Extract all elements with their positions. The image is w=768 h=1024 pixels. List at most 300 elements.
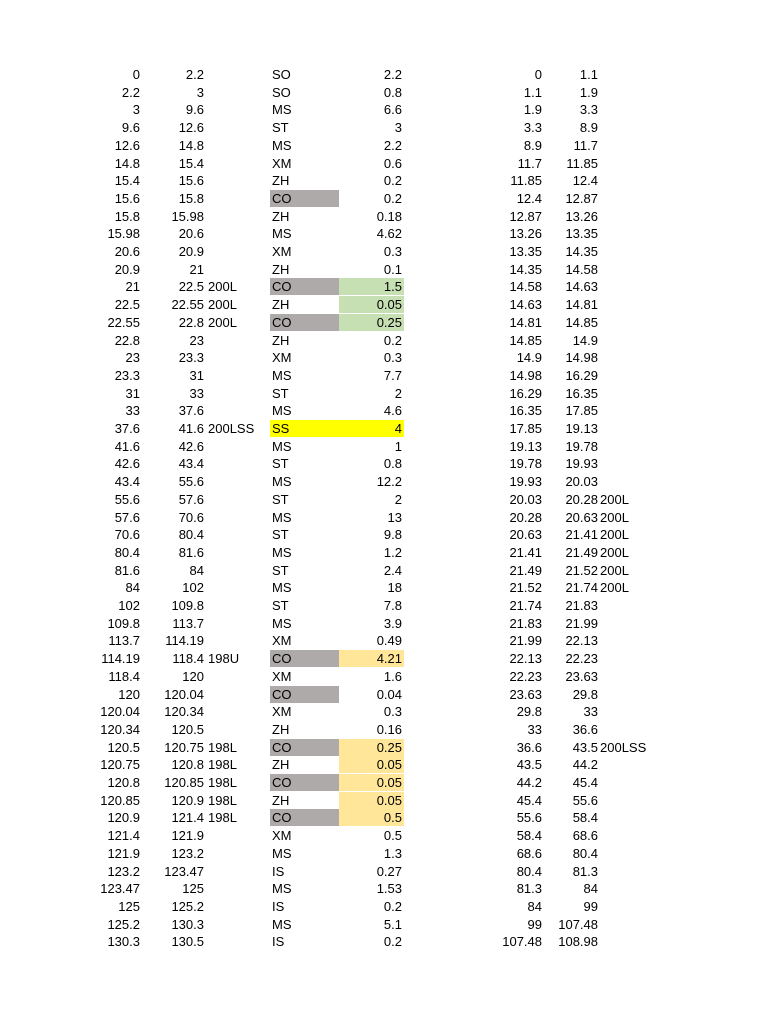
cell-from-2[interactable]: 20.28 xyxy=(509,509,542,525)
cell-to-2[interactable]: 19.93 xyxy=(565,456,598,472)
cell-code[interactable] xyxy=(208,721,268,738)
cell-to[interactable]: 113.7 xyxy=(172,615,204,631)
cell-to-2[interactable]: 58.4 xyxy=(572,810,598,826)
cell-code-2[interactable] xyxy=(600,845,660,862)
cell-type[interactable]: XM xyxy=(272,668,292,684)
cell-code-2[interactable] xyxy=(600,721,660,738)
cell-code[interactable] xyxy=(208,473,268,490)
cell-thickness[interactable]: 0.2 xyxy=(383,898,402,914)
cell-code[interactable] xyxy=(208,703,268,720)
cell-from[interactable]: 120.85 xyxy=(100,792,140,808)
cell-code[interactable] xyxy=(208,579,268,596)
cell-thickness[interactable]: 6.6 xyxy=(383,102,402,118)
cell-to-2[interactable]: 19.13 xyxy=(565,421,598,436)
cell-thickness[interactable]: 18 xyxy=(387,580,402,596)
cell-type[interactable]: ST xyxy=(272,385,289,401)
cell-code[interactable] xyxy=(208,509,268,526)
cell-thickness[interactable]: 4.21 xyxy=(339,650,404,667)
cell-from[interactable]: 120.9 xyxy=(107,810,140,826)
cell-thickness[interactable]: 0.5 xyxy=(339,809,404,826)
cell-to-2[interactable]: 1.9 xyxy=(579,84,598,100)
cell-from-2[interactable]: 11.7 xyxy=(517,155,542,171)
cell-from[interactable]: 31 xyxy=(125,385,140,401)
cell-thickness[interactable]: 0.3 xyxy=(383,244,402,259)
cell-type[interactable]: MS xyxy=(272,137,292,153)
cell-code[interactable] xyxy=(208,597,268,614)
cell-from[interactable]: 118.4 xyxy=(108,668,140,684)
cell-to-2[interactable]: 14.81 xyxy=(565,297,598,313)
cell-from[interactable]: 125 xyxy=(118,898,140,914)
cell-thickness[interactable]: 0.27 xyxy=(376,863,402,879)
cell-code[interactable] xyxy=(208,137,268,154)
cell-to-2[interactable]: 8.9 xyxy=(579,120,598,136)
cell-thickness[interactable]: 3.9 xyxy=(383,615,402,631)
cell-to[interactable]: 120.8 xyxy=(171,757,204,773)
cell-to-2[interactable]: 20.28 xyxy=(565,491,598,507)
cell-to[interactable]: 109.8 xyxy=(171,598,204,613)
cell-code[interactable] xyxy=(208,562,268,579)
cell-code-2[interactable]: 200L xyxy=(600,509,629,525)
cell-from[interactable]: 120.34 xyxy=(100,721,140,737)
cell-to[interactable]: 43.4 xyxy=(178,456,204,472)
cell-to-2[interactable]: 3.3 xyxy=(579,102,598,118)
cell-code-2[interactable]: 200LSS xyxy=(600,739,647,755)
cell-from-2[interactable]: 84 xyxy=(527,898,542,914)
cell-from-2[interactable]: 81.3 xyxy=(516,881,542,897)
cell-thickness[interactable]: 7.8 xyxy=(383,598,402,613)
cell-from-2[interactable]: 21.41 xyxy=(509,544,542,560)
cell-to-2[interactable]: 21.74 xyxy=(565,580,598,596)
cell-type[interactable]: CO xyxy=(270,739,339,756)
cell-from[interactable]: 81.6 xyxy=(114,562,140,578)
cell-type[interactable]: MS xyxy=(272,845,292,861)
cell-thickness[interactable]: 5.1 xyxy=(383,916,402,932)
cell-to[interactable]: 15.98 xyxy=(171,208,204,224)
cell-to-2[interactable]: 21.99 xyxy=(565,615,598,631)
cell-thickness[interactable]: 1.3 xyxy=(383,845,402,861)
cell-type[interactable]: MS xyxy=(272,226,292,242)
cell-to-2[interactable]: 43.5 xyxy=(572,739,598,755)
cell-from-2[interactable]: 21.74 xyxy=(509,598,542,613)
cell-type[interactable]: MS xyxy=(272,509,292,525)
cell-thickness[interactable]: 2.2 xyxy=(383,137,402,153)
cell-to-2[interactable]: 14.98 xyxy=(565,350,598,366)
cell-code-2[interactable] xyxy=(600,774,660,791)
cell-code[interactable] xyxy=(208,544,268,561)
cell-code[interactable] xyxy=(208,686,268,703)
cell-type[interactable]: CO xyxy=(270,278,339,295)
cell-to-2[interactable]: 11.85 xyxy=(566,155,598,171)
cell-to[interactable]: 22.8 xyxy=(178,314,204,330)
cell-type[interactable]: SS xyxy=(270,420,339,437)
cell-type[interactable]: MS xyxy=(272,438,292,454)
cell-thickness[interactable]: 4.6 xyxy=(383,403,402,419)
cell-from-2[interactable]: 8.9 xyxy=(523,137,542,153)
cell-from[interactable]: 21 xyxy=(125,279,140,295)
cell-code-2[interactable] xyxy=(600,66,660,83)
cell-from-2[interactable]: 43.5 xyxy=(516,757,542,773)
cell-from[interactable]: 37.6 xyxy=(114,421,140,436)
cell-from-2[interactable]: 44.2 xyxy=(516,775,542,790)
cell-from-2[interactable]: 68.6 xyxy=(516,845,542,861)
cell-type[interactable]: MS xyxy=(272,474,292,490)
cell-code[interactable] xyxy=(208,916,268,933)
cell-code[interactable] xyxy=(208,208,268,225)
cell-to-2[interactable]: 44.2 xyxy=(572,757,598,773)
cell-to[interactable]: 125.2 xyxy=(171,898,204,914)
cell-from-2[interactable]: 12.4 xyxy=(516,190,542,206)
cell-code[interactable] xyxy=(208,933,268,950)
cell-thickness[interactable]: 0.5 xyxy=(383,828,402,844)
cell-to-2[interactable]: 68.6 xyxy=(572,828,598,844)
cell-from-2[interactable]: 14.58 xyxy=(509,279,542,295)
cell-thickness[interactable]: 2.2 xyxy=(383,67,402,82)
cell-type[interactable]: XM xyxy=(272,155,292,171)
cell-type[interactable]: MS xyxy=(272,403,292,419)
cell-code[interactable] xyxy=(208,225,268,242)
cell-thickness[interactable]: 0.2 xyxy=(383,934,402,950)
cell-from-2[interactable]: 20.63 xyxy=(509,527,542,543)
cell-to[interactable]: 23 xyxy=(189,332,204,348)
cell-thickness[interactable]: 4.62 xyxy=(376,226,402,242)
cell-code[interactable] xyxy=(208,526,268,543)
cell-from[interactable]: 121.4 xyxy=(107,828,140,844)
cell-to-2[interactable]: 16.29 xyxy=(565,367,598,383)
cell-from-2[interactable]: 80.4 xyxy=(516,863,542,879)
cell-code-2[interactable] xyxy=(600,880,660,897)
cell-from[interactable]: 130.3 xyxy=(107,934,140,950)
cell-code-2[interactable] xyxy=(600,686,660,703)
cell-code-2[interactable] xyxy=(600,101,660,118)
cell-to[interactable]: 118.4 xyxy=(172,651,204,667)
cell-from[interactable]: 123.47 xyxy=(100,881,140,897)
cell-code[interactable] xyxy=(208,84,268,101)
cell-code[interactable] xyxy=(208,455,268,472)
cell-from[interactable]: 23 xyxy=(125,350,140,366)
cell-thickness[interactable]: 7.7 xyxy=(383,367,402,383)
cell-to-2[interactable]: 17.85 xyxy=(565,403,598,419)
cell-to-2[interactable]: 14.63 xyxy=(565,279,598,295)
cell-to[interactable]: 120 xyxy=(182,668,204,684)
cell-thickness[interactable]: 0.6 xyxy=(383,155,402,171)
cell-thickness[interactable]: 3 xyxy=(394,120,402,136)
cell-from-2[interactable]: 21.99 xyxy=(509,633,542,649)
cell-to[interactable]: 123.47 xyxy=(164,863,204,879)
cell-from[interactable]: 120.8 xyxy=(107,775,140,790)
cell-code-2[interactable] xyxy=(600,225,660,242)
cell-from-2[interactable]: 107.48 xyxy=(502,934,542,950)
cell-from[interactable]: 2.2 xyxy=(121,84,140,100)
cell-from-2[interactable]: 12.87 xyxy=(509,208,542,224)
cell-to[interactable]: 33 xyxy=(189,385,204,401)
cell-code[interactable] xyxy=(208,880,268,897)
cell-to[interactable]: 23.3 xyxy=(178,350,204,366)
cell-code[interactable] xyxy=(208,155,268,172)
cell-code[interactable]: 198L xyxy=(208,810,237,826)
cell-thickness[interactable]: 0.49 xyxy=(376,633,402,649)
cell-code-2[interactable] xyxy=(600,668,660,685)
cell-from-2[interactable]: 36.6 xyxy=(516,739,542,755)
cell-code[interactable]: 198L xyxy=(208,757,237,773)
cell-type[interactable]: ZH xyxy=(272,297,290,313)
cell-to[interactable]: 15.4 xyxy=(178,155,204,171)
cell-code[interactable] xyxy=(208,101,268,118)
cell-thickness[interactable]: 0.18 xyxy=(376,208,402,224)
cell-code[interactable] xyxy=(208,332,268,349)
cell-to[interactable]: 55.6 xyxy=(178,474,204,490)
cell-thickness[interactable]: 2.4 xyxy=(383,562,402,578)
cell-code[interactable] xyxy=(208,438,268,455)
cell-to-2[interactable]: 22.13 xyxy=(565,633,598,649)
cell-from-2[interactable]: 3.3 xyxy=(523,120,542,136)
cell-from[interactable]: 23.3 xyxy=(114,367,140,383)
cell-from[interactable]: 0 xyxy=(132,67,140,82)
cell-to[interactable]: 123.2 xyxy=(171,845,204,861)
cell-from[interactable]: 43.4 xyxy=(114,474,140,490)
cell-type[interactable]: MS xyxy=(272,916,292,932)
cell-type[interactable]: ZH xyxy=(272,332,290,348)
cell-code-2[interactable] xyxy=(600,349,660,366)
cell-from[interactable]: 114.19 xyxy=(101,651,140,667)
cell-code-2[interactable] xyxy=(600,632,660,649)
cell-from-2[interactable]: 16.35 xyxy=(509,403,542,419)
cell-code[interactable]: 200L xyxy=(208,297,237,313)
cell-from[interactable]: 15.98 xyxy=(107,226,140,242)
cell-type[interactable]: MS xyxy=(272,367,292,383)
cell-type[interactable]: CO xyxy=(270,774,339,791)
cell-to-2[interactable]: 1.1 xyxy=(579,67,598,82)
cell-type[interactable]: MS xyxy=(272,580,292,596)
cell-code[interactable] xyxy=(208,827,268,844)
cell-code[interactable]: 198L xyxy=(208,739,237,755)
cell-to-2[interactable]: 107.48 xyxy=(558,916,598,932)
cell-to[interactable]: 57.6 xyxy=(178,491,204,507)
cell-thickness[interactable]: 0.05 xyxy=(339,756,404,773)
cell-to[interactable]: 22.55 xyxy=(171,297,204,313)
cell-to-2[interactable]: 21.52 xyxy=(565,562,598,578)
cell-from-2[interactable]: 0 xyxy=(534,67,542,82)
cell-code-2[interactable] xyxy=(600,898,660,915)
cell-thickness[interactable]: 0.25 xyxy=(339,739,404,756)
cell-type[interactable]: MS xyxy=(272,544,292,560)
cell-to[interactable]: 22.5 xyxy=(178,279,204,295)
cell-thickness[interactable]: 0.3 xyxy=(383,704,402,720)
cell-from-2[interactable]: 14.81 xyxy=(509,314,542,330)
cell-from[interactable]: 20.6 xyxy=(114,244,140,259)
cell-code[interactable] xyxy=(208,385,268,402)
cell-code[interactable] xyxy=(208,367,268,384)
cell-code-2[interactable]: 200L xyxy=(600,580,629,596)
cell-from-2[interactable]: 22.23 xyxy=(509,668,542,684)
cell-from[interactable]: 22.55 xyxy=(107,314,140,330)
cell-thickness[interactable]: 0.8 xyxy=(383,456,402,472)
cell-type[interactable]: CO xyxy=(270,314,339,331)
cell-code-2[interactable] xyxy=(600,650,660,667)
cell-to-2[interactable]: 99 xyxy=(583,898,598,914)
cell-thickness[interactable]: 0.25 xyxy=(339,314,404,331)
cell-from[interactable]: 109.8 xyxy=(107,615,140,631)
cell-from-2[interactable]: 20.03 xyxy=(509,491,542,507)
cell-code-2[interactable] xyxy=(600,827,660,844)
cell-thickness[interactable]: 12.2 xyxy=(376,474,402,490)
cell-thickness[interactable]: 4 xyxy=(339,420,404,437)
cell-from-2[interactable]: 14.85 xyxy=(509,332,542,348)
cell-type[interactable]: MS xyxy=(272,102,292,118)
cell-from-2[interactable]: 22.13 xyxy=(509,651,542,667)
cell-to-2[interactable]: 16.35 xyxy=(565,385,598,401)
cell-from[interactable]: 120 xyxy=(118,686,140,702)
cell-thickness[interactable]: 0.2 xyxy=(383,332,402,348)
cell-code[interactable] xyxy=(208,66,268,83)
cell-from[interactable]: 102 xyxy=(118,598,140,613)
cell-code[interactable] xyxy=(208,615,268,632)
cell-code-2[interactable] xyxy=(600,933,660,950)
cell-from[interactable]: 15.4 xyxy=(114,173,140,189)
cell-type[interactable]: CO xyxy=(270,190,339,207)
cell-from[interactable]: 113.7 xyxy=(108,633,140,649)
cell-from[interactable]: 9.6 xyxy=(121,120,140,136)
cell-from-2[interactable]: 14.9 xyxy=(516,350,542,366)
cell-code-2[interactable] xyxy=(600,402,660,419)
cell-to[interactable]: 9.6 xyxy=(185,102,204,118)
cell-thickness[interactable]: 1.6 xyxy=(383,668,402,684)
cell-to[interactable]: 3 xyxy=(196,84,204,100)
cell-type[interactable]: ST xyxy=(272,456,289,472)
cell-to[interactable]: 81.6 xyxy=(178,544,204,560)
cell-from-2[interactable]: 29.8 xyxy=(516,704,542,720)
cell-to[interactable]: 80.4 xyxy=(178,527,204,543)
cell-to[interactable]: 120.04 xyxy=(164,686,204,702)
cell-from-2[interactable]: 11.85 xyxy=(510,173,542,189)
cell-type[interactable]: CO xyxy=(270,650,339,667)
cell-code-2[interactable] xyxy=(600,84,660,101)
cell-from[interactable]: 123.2 xyxy=(107,863,140,879)
cell-to-2[interactable]: 81.3 xyxy=(572,863,598,879)
cell-from[interactable]: 33 xyxy=(125,403,140,419)
cell-from[interactable]: 15.8 xyxy=(114,208,140,224)
cell-thickness[interactable]: 2 xyxy=(394,385,402,401)
cell-code[interactable] xyxy=(208,243,268,260)
cell-thickness[interactable]: 2 xyxy=(394,491,402,507)
cell-to[interactable]: 120.34 xyxy=(164,704,204,720)
cell-from[interactable]: 22.8 xyxy=(114,332,140,348)
cell-to[interactable]: 120.5 xyxy=(171,721,204,737)
cell-code[interactable] xyxy=(208,349,268,366)
cell-thickness[interactable]: 0.2 xyxy=(383,190,402,206)
cell-to-2[interactable]: 36.6 xyxy=(572,721,598,737)
cell-to[interactable]: 31 xyxy=(189,367,204,383)
cell-type[interactable]: ZH xyxy=(272,261,290,277)
cell-to[interactable]: 84 xyxy=(189,562,204,578)
cell-to-2[interactable]: 55.6 xyxy=(572,792,598,808)
cell-from-2[interactable]: 45.4 xyxy=(516,792,542,808)
cell-from[interactable]: 57.6 xyxy=(114,509,140,525)
cell-from-2[interactable]: 21.52 xyxy=(509,580,542,596)
cell-to[interactable]: 37.6 xyxy=(178,403,204,419)
cell-type[interactable]: XM xyxy=(272,350,292,366)
cell-from[interactable]: 20.9 xyxy=(114,261,140,277)
cell-to-2[interactable]: 19.78 xyxy=(565,438,598,454)
cell-to[interactable]: 15.8 xyxy=(178,190,204,206)
cell-code[interactable] xyxy=(208,190,268,207)
cell-from[interactable]: 121.9 xyxy=(107,845,140,861)
cell-from[interactable]: 120.04 xyxy=(100,704,140,720)
cell-type[interactable]: ZH xyxy=(272,208,290,224)
cell-type[interactable]: ST xyxy=(272,598,289,613)
cell-thickness[interactable]: 0.1 xyxy=(383,261,402,277)
cell-from-2[interactable]: 19.13 xyxy=(509,438,542,454)
cell-to-2[interactable]: 21.49 xyxy=(565,544,598,560)
cell-type[interactable]: MS xyxy=(272,881,292,897)
cell-type[interactable]: ST xyxy=(272,527,289,543)
cell-to[interactable]: 20.9 xyxy=(178,244,204,259)
cell-code-2[interactable] xyxy=(600,420,660,437)
cell-code-2[interactable] xyxy=(600,296,660,313)
cell-to-2[interactable]: 13.35 xyxy=(565,226,598,242)
cell-from-2[interactable]: 17.85 xyxy=(509,421,542,436)
cell-code[interactable]: 198U xyxy=(208,651,240,667)
cell-thickness[interactable]: 0.05 xyxy=(339,774,404,791)
cell-type[interactable]: ZH xyxy=(272,757,290,773)
cell-from-2[interactable]: 16.29 xyxy=(509,385,542,401)
cell-to[interactable]: 2.2 xyxy=(185,67,204,82)
cell-from-2[interactable]: 19.93 xyxy=(509,474,542,490)
cell-thickness[interactable]: 0.2 xyxy=(383,173,402,189)
cell-from[interactable]: 125.2 xyxy=(107,916,140,932)
cell-to-2[interactable]: 80.4 xyxy=(572,845,598,861)
cell-to[interactable]: 120.85 xyxy=(164,775,204,790)
cell-to-2[interactable]: 22.23 xyxy=(565,651,598,667)
cell-from-2[interactable]: 14.35 xyxy=(509,261,542,277)
cell-code-2[interactable] xyxy=(600,314,660,331)
cell-to-2[interactable]: 20.63 xyxy=(565,509,598,525)
cell-from-2[interactable]: 1.1 xyxy=(523,84,542,100)
cell-code[interactable] xyxy=(208,845,268,862)
cell-from[interactable]: 3 xyxy=(132,102,140,118)
cell-code-2[interactable] xyxy=(600,597,660,614)
cell-code[interactable]: 200LSS xyxy=(208,421,255,436)
cell-to[interactable]: 130.5 xyxy=(171,934,204,950)
cell-to-2[interactable]: 13.26 xyxy=(565,208,598,224)
cell-code-2[interactable] xyxy=(600,278,660,295)
cell-thickness[interactable]: 0.05 xyxy=(339,792,404,809)
cell-from-2[interactable]: 23.63 xyxy=(509,686,542,702)
cell-code-2[interactable] xyxy=(600,863,660,880)
cell-from[interactable]: 42.6 xyxy=(114,456,140,472)
cell-type[interactable]: XM xyxy=(272,828,292,844)
cell-to[interactable]: 102 xyxy=(182,580,204,596)
cell-type[interactable]: ZH xyxy=(272,173,290,189)
cell-from-2[interactable]: 33 xyxy=(527,721,542,737)
cell-code-2[interactable] xyxy=(600,367,660,384)
cell-from[interactable]: 120.75 xyxy=(100,757,140,773)
cell-code-2[interactable] xyxy=(600,756,660,773)
cell-code-2[interactable] xyxy=(600,137,660,154)
cell-from[interactable]: 12.6 xyxy=(114,137,140,153)
cell-to-2[interactable]: 29.8 xyxy=(572,686,598,702)
cell-to-2[interactable]: 108.98 xyxy=(558,934,598,950)
cell-type[interactable]: CO xyxy=(270,686,339,703)
cell-from-2[interactable]: 13.26 xyxy=(509,226,542,242)
cell-code[interactable]: 198L xyxy=(208,792,237,808)
cell-type[interactable]: IS xyxy=(272,863,285,879)
cell-to[interactable]: 121.4 xyxy=(171,810,204,826)
cell-to[interactable]: 14.8 xyxy=(178,137,204,153)
cell-to-2[interactable]: 14.85 xyxy=(565,314,598,330)
cell-code[interactable]: 200L xyxy=(208,314,237,330)
cell-to[interactable]: 121.9 xyxy=(171,828,204,844)
cell-to[interactable]: 120.9 xyxy=(171,792,204,808)
